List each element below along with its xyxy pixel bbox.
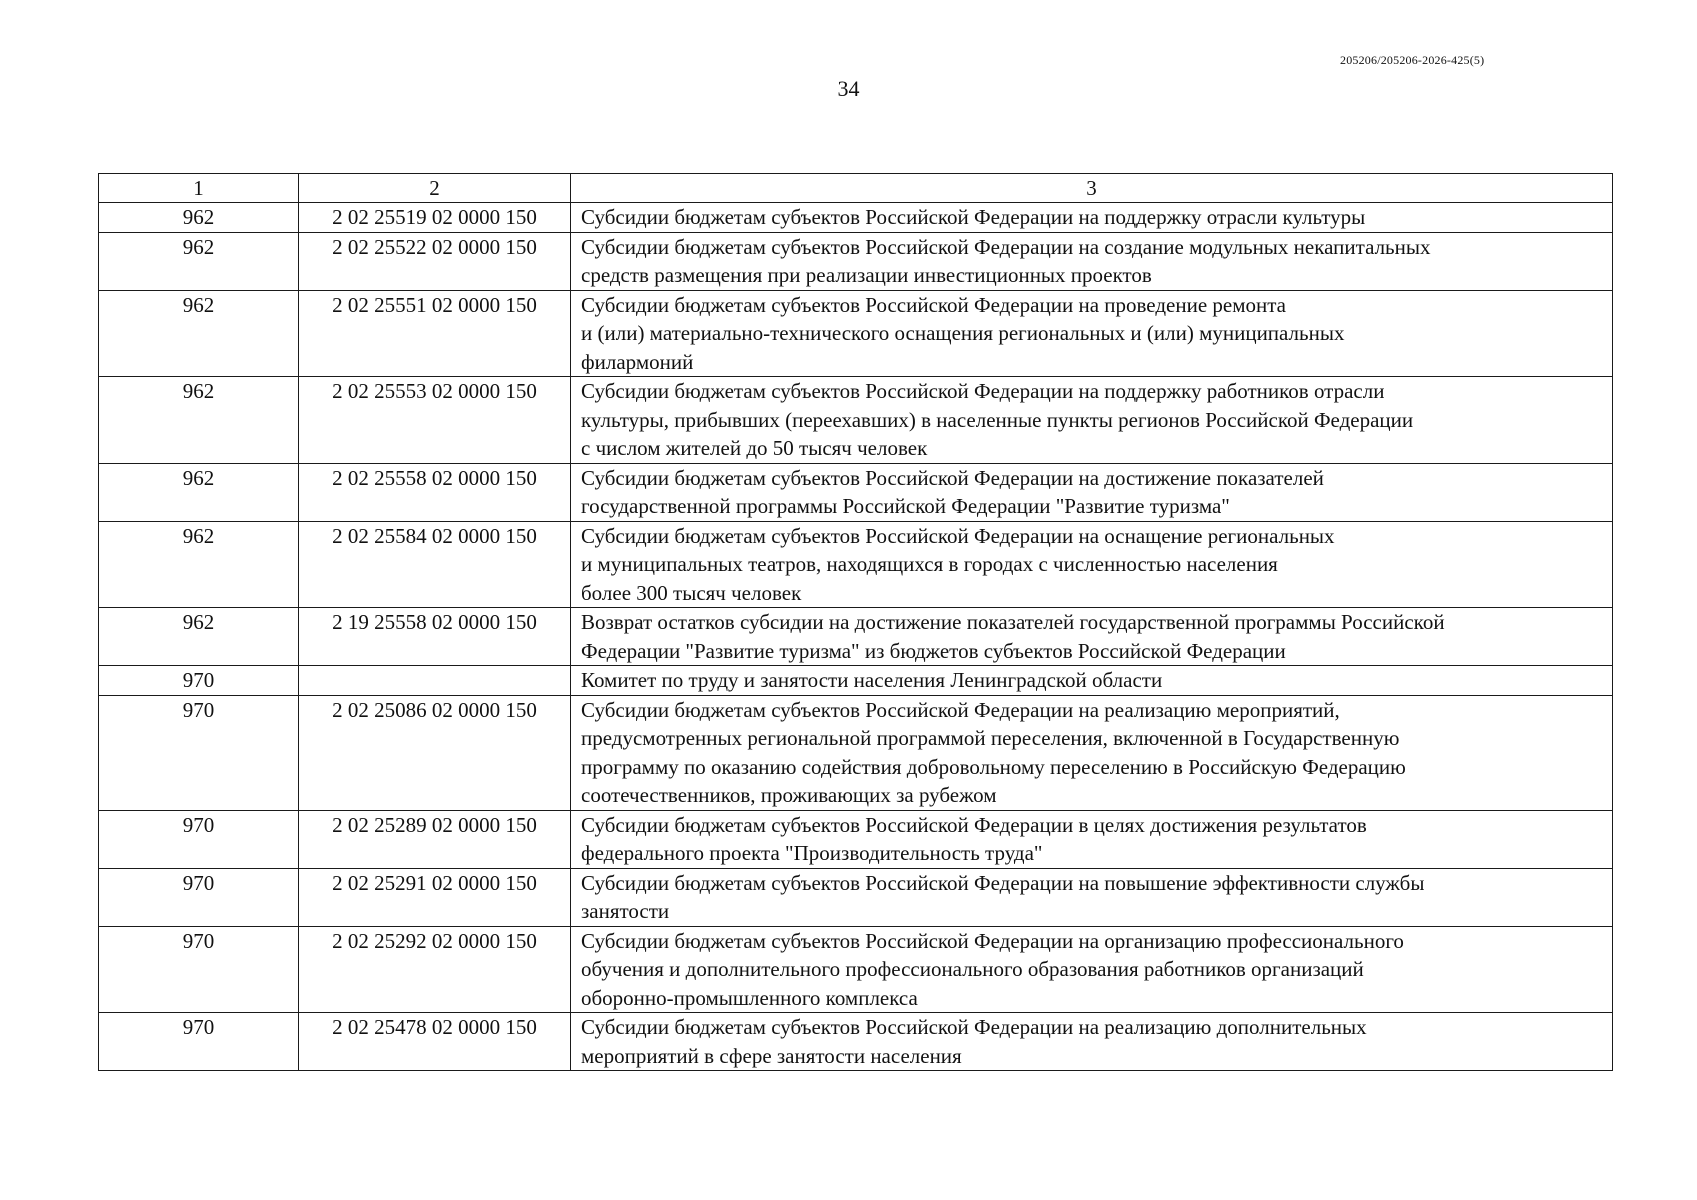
document-id: 205206/205206-2026-425(5) <box>1340 53 1485 67</box>
table-row <box>99 377 1613 464</box>
table-row <box>99 666 1613 696</box>
description-line: Субсидии бюджетам субъектов Российской Федерации в целях достижения результатов <box>581 812 1367 837</box>
description-cell <box>571 377 1613 464</box>
description-line: Субсидии бюджетам субъектов Российской Федерации на поддержку работников отрасли <box>581 379 1385 403</box>
description-line: Субсидии бюджетам субъектов Российской Федерации на поддержку отрасли культуры <box>581 205 1366 229</box>
description-line: Субсидии бюджетам субъектов Российской Федерации на оснащение региональных <box>581 523 1335 548</box>
description-line: предусмотренных региональной программой переселения, включенной в Государственную <box>581 726 1400 750</box>
table-header-row <box>99 174 1613 203</box>
description-line: средств размещения при реализации инвестиционных проектов <box>581 263 1152 287</box>
description-line: оборонно-промышленного комплекса <box>581 985 918 1010</box>
description-cell <box>571 463 1613 521</box>
admin-code-cell: 962 <box>99 203 299 233</box>
description-cell <box>571 666 1613 696</box>
description-line: Субсидии бюджетам субъектов Российской Федерации на проведение ремонта <box>581 292 1287 317</box>
table-row <box>99 232 1613 290</box>
admin-code-cell: 962 <box>99 232 299 290</box>
table-row <box>99 868 1613 926</box>
description-line: мероприятий в сфере занятости населения <box>581 1043 962 1068</box>
table-row <box>99 608 1613 666</box>
description-cell <box>571 232 1613 290</box>
budget-code-cell: 2 02 25292 02 0000 150 <box>299 926 571 1013</box>
description-line: обучения и дополнительного профессионального образования работников организаций <box>581 957 1364 981</box>
admin-code-cell: 970 <box>99 868 299 926</box>
budget-code-cell: 2 02 25553 02 0000 150 <box>299 377 571 464</box>
table-row <box>99 463 1613 521</box>
description-line: Возврат остатков субсидии на достижение показателей государственной программы Российской <box>581 610 1445 634</box>
admin-code-cell: 962 <box>99 608 299 666</box>
description-line: программу по оказанию содействия добровольному переселению в Российскую Федерацию <box>581 754 1406 779</box>
budget-code-cell: 2 19 25558 02 0000 150 <box>299 608 571 666</box>
page-number: 34 <box>837 76 860 101</box>
description-line: государственной программы Российской Федерации "Развитие туризма" <box>581 494 1230 518</box>
admin-code-cell: 962 <box>99 463 299 521</box>
table-row <box>99 290 1613 377</box>
column-header-3: 3 <box>571 174 1613 203</box>
admin-code-cell: 970 <box>99 810 299 868</box>
description-line: Субсидии бюджетам субъектов Российской Федерации на реализацию дополнительных <box>581 1015 1367 1039</box>
description-line: филармоний <box>581 349 694 374</box>
table-row <box>99 1013 1613 1071</box>
admin-code-cell: 962 <box>99 521 299 608</box>
budget-code-cell: 2 02 25519 02 0000 150 <box>299 203 571 233</box>
admin-code-cell: 970 <box>99 695 299 810</box>
description-line: федерального проекта "Производительность труда" <box>581 841 1043 865</box>
description-line: Субсидии бюджетам субъектов Российской Федерации на создание модульных некапитальных <box>581 234 1431 259</box>
description-cell <box>571 695 1613 810</box>
budget-code-cell <box>299 666 571 696</box>
budget-code-cell: 2 02 25584 02 0000 150 <box>299 521 571 608</box>
admin-code-cell: 970 <box>99 926 299 1013</box>
description-cell <box>571 926 1613 1013</box>
description-line: Субсидии бюджетам субъектов Российской Федерации на реализацию мероприятий, <box>581 697 1340 722</box>
description-line: и муниципальных театров, находящихся в городах с численностью населения <box>581 552 1278 576</box>
admin-code-cell: 962 <box>99 377 299 464</box>
admin-code-cell: 962 <box>99 290 299 377</box>
description-cell <box>571 1013 1613 1071</box>
budget-classification-table <box>98 173 1613 1071</box>
budget-code-cell: 2 02 25291 02 0000 150 <box>299 868 571 926</box>
description-line: Субсидии бюджетам субъектов Российской Федерации на организацию профессионального <box>581 928 1404 953</box>
table-row <box>99 203 1613 233</box>
budget-code-cell: 2 02 25289 02 0000 150 <box>299 810 571 868</box>
description-cell <box>571 868 1613 926</box>
table-row <box>99 695 1613 810</box>
budget-code-cell: 2 02 25551 02 0000 150 <box>299 290 571 377</box>
description-line: занятости <box>581 899 670 923</box>
budget-code-cell: 2 02 25522 02 0000 150 <box>299 232 571 290</box>
admin-code-cell: 970 <box>99 1013 299 1071</box>
description-cell <box>571 203 1613 233</box>
budget-code-cell: 2 02 25478 02 0000 150 <box>299 1013 571 1071</box>
table-row <box>99 521 1613 608</box>
description-line: культуры, прибывших (переехавших) в населенные пункты регионов Российской Федерации <box>581 407 1414 432</box>
column-header-2: 2 <box>299 174 571 203</box>
description-line: Федерации "Развитие туризма" из бюджетов субъектов Российской Федерации <box>581 638 1286 663</box>
description-cell <box>571 810 1613 868</box>
description-line: более 300 тысяч человек <box>581 580 802 605</box>
description-line: Комитет по труду и занятости населения Ленинградской области <box>581 668 1163 692</box>
description-cell <box>571 608 1613 666</box>
admin-code-cell: 970 <box>99 666 299 696</box>
description-cell <box>571 290 1613 377</box>
table-row <box>99 926 1613 1013</box>
column-header-1: 1 <box>99 174 299 203</box>
description-line: Субсидии бюджетам субъектов Российской Федерации на повышение эффективности службы <box>581 870 1425 895</box>
table-row <box>99 810 1613 868</box>
description-cell <box>571 521 1613 608</box>
description-line: и (или) материально-технического оснащения региональных и (или) муниципальных <box>581 321 1345 345</box>
budget-code-cell: 2 02 25558 02 0000 150 <box>299 463 571 521</box>
description-line: соотечественников, проживающих за рубежом <box>581 783 997 807</box>
table-body <box>99 174 1613 1071</box>
budget-code-cell: 2 02 25086 02 0000 150 <box>299 695 571 810</box>
description-line: с числом жителей до 50 тысяч человек <box>581 436 928 460</box>
description-line: Субсидии бюджетам субъектов Российской Федерации на достижение показателей <box>581 465 1324 490</box>
